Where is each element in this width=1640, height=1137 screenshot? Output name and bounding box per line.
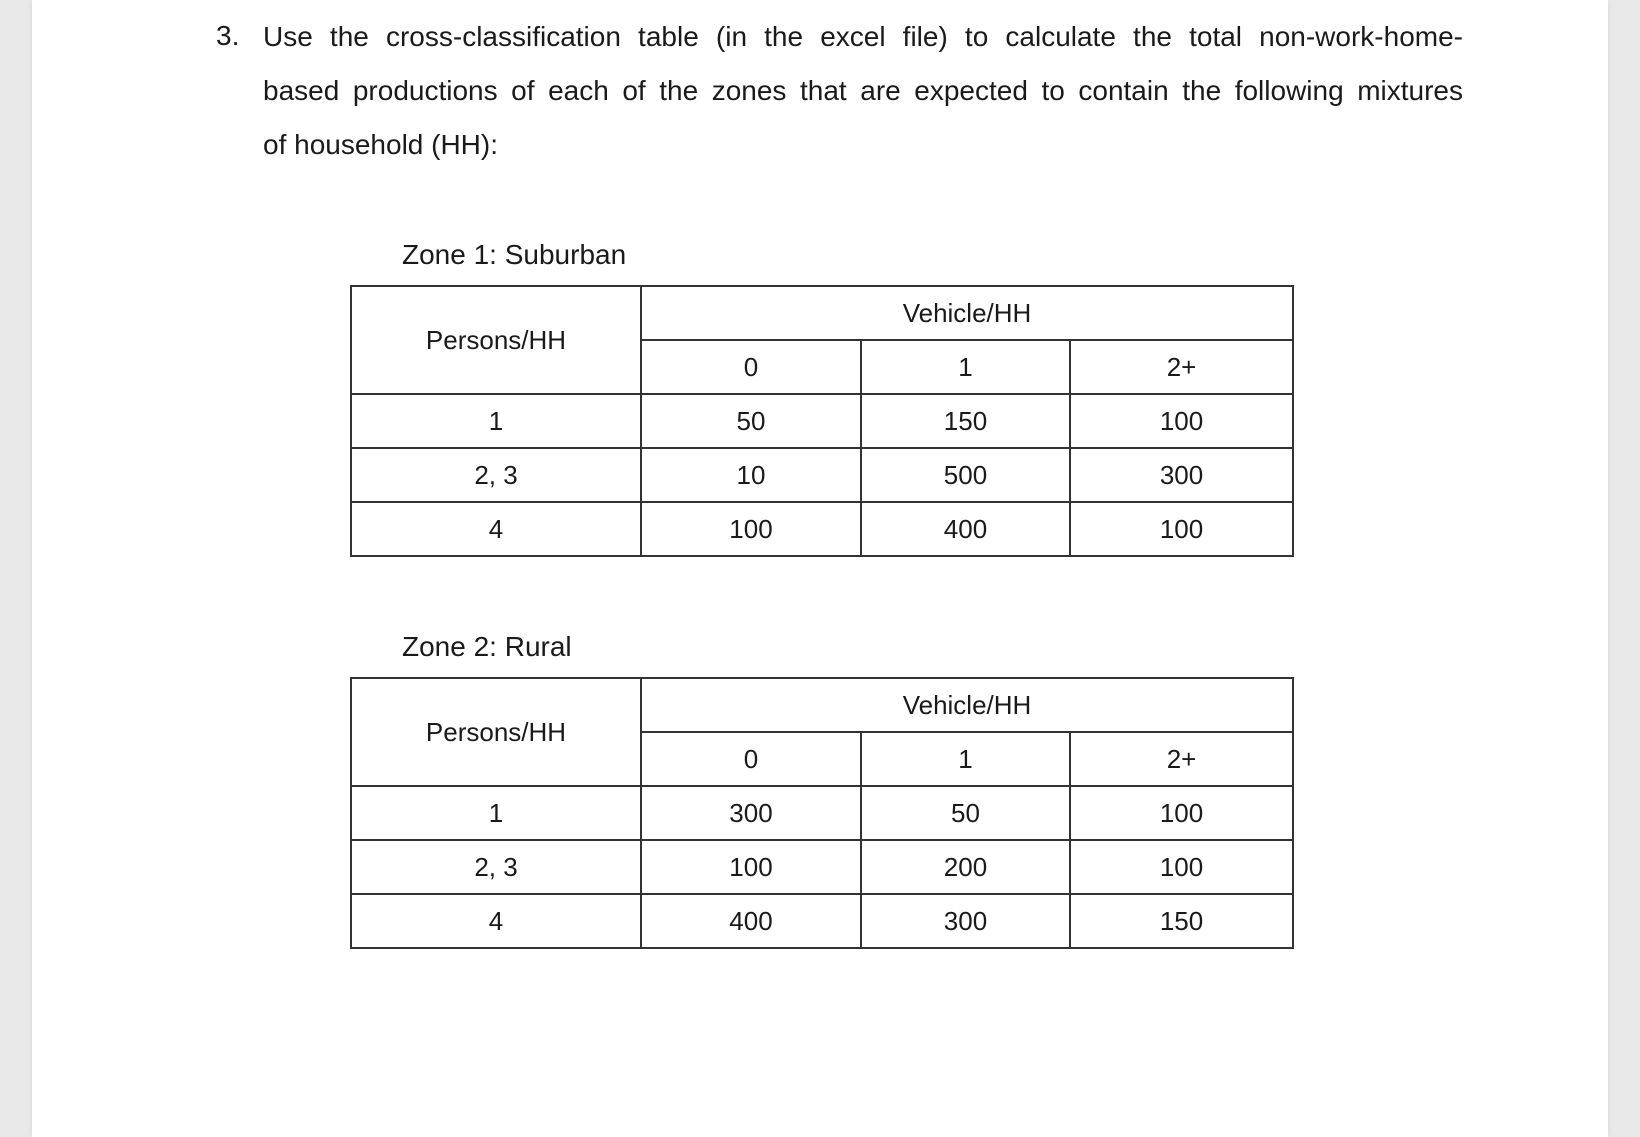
table-cell: 50: [861, 786, 1070, 840]
table-cell: 100: [1070, 394, 1293, 448]
table-cell: 300: [1070, 448, 1293, 502]
question-text: [263, 10, 1463, 172]
table-row: [351, 394, 1293, 448]
vehicle-hh-header: Vehicle/HH: [641, 678, 1293, 732]
table-header-row: [351, 286, 1293, 340]
table-cell: 200: [861, 840, 1070, 894]
question-line: Use the cross-classification table (in the excel file) to calculate the total non-work-home-: [263, 21, 1463, 52]
table-cell: 100: [1070, 502, 1293, 556]
persons-hh-header: Persons/HH: [351, 286, 641, 394]
vehicle-col-header: 0: [641, 732, 861, 786]
table-cell: 50: [641, 394, 861, 448]
vehicle-col-header: 0: [641, 340, 861, 394]
question-line: based productions of each of the zones that are expected to contain the following mixtures: [263, 75, 1463, 106]
vehicle-col-header: 1: [861, 732, 1070, 786]
table-cell: 400: [641, 894, 861, 948]
table-cell: 300: [641, 786, 861, 840]
table-row: [351, 840, 1293, 894]
table-cell: 500: [861, 448, 1070, 502]
table-cell: 150: [861, 394, 1070, 448]
row-label: 1: [351, 786, 641, 840]
table-row: [351, 502, 1293, 556]
document-page: [32, 0, 1608, 1137]
table-header-row: [351, 678, 1293, 732]
table-cell: 10: [641, 448, 861, 502]
vehicle-col-header: 1: [861, 340, 1070, 394]
zone-1-table: [350, 285, 1294, 557]
vehicle-col-header: 2+: [1070, 732, 1293, 786]
table-row: [351, 894, 1293, 948]
vehicle-col-header: 2+: [1070, 340, 1293, 394]
table-row: [351, 786, 1293, 840]
table-cell: 150: [1070, 894, 1293, 948]
table-cell: 100: [1070, 786, 1293, 840]
question-line: of household (HH):: [263, 129, 499, 160]
table-cell: 100: [641, 502, 861, 556]
table-cell: 100: [1070, 840, 1293, 894]
zone-2-title: Zone 2: Rural: [402, 631, 572, 662]
question-number: 3.: [216, 20, 240, 51]
table-cell: 300: [861, 894, 1070, 948]
row-label: 2, 3: [351, 840, 641, 894]
table-cell: 400: [861, 502, 1070, 556]
persons-hh-header: Persons/HH: [351, 678, 641, 786]
zone-2-table: [350, 677, 1294, 949]
table-cell: 100: [641, 840, 861, 894]
row-label: 1: [351, 394, 641, 448]
zone-1-title: Zone 1: Suburban: [402, 239, 627, 270]
vehicle-hh-header: Vehicle/HH: [641, 286, 1293, 340]
table-row: [351, 448, 1293, 502]
row-label: 4: [351, 894, 641, 948]
row-label: 4: [351, 502, 641, 556]
row-label: 2, 3: [351, 448, 641, 502]
